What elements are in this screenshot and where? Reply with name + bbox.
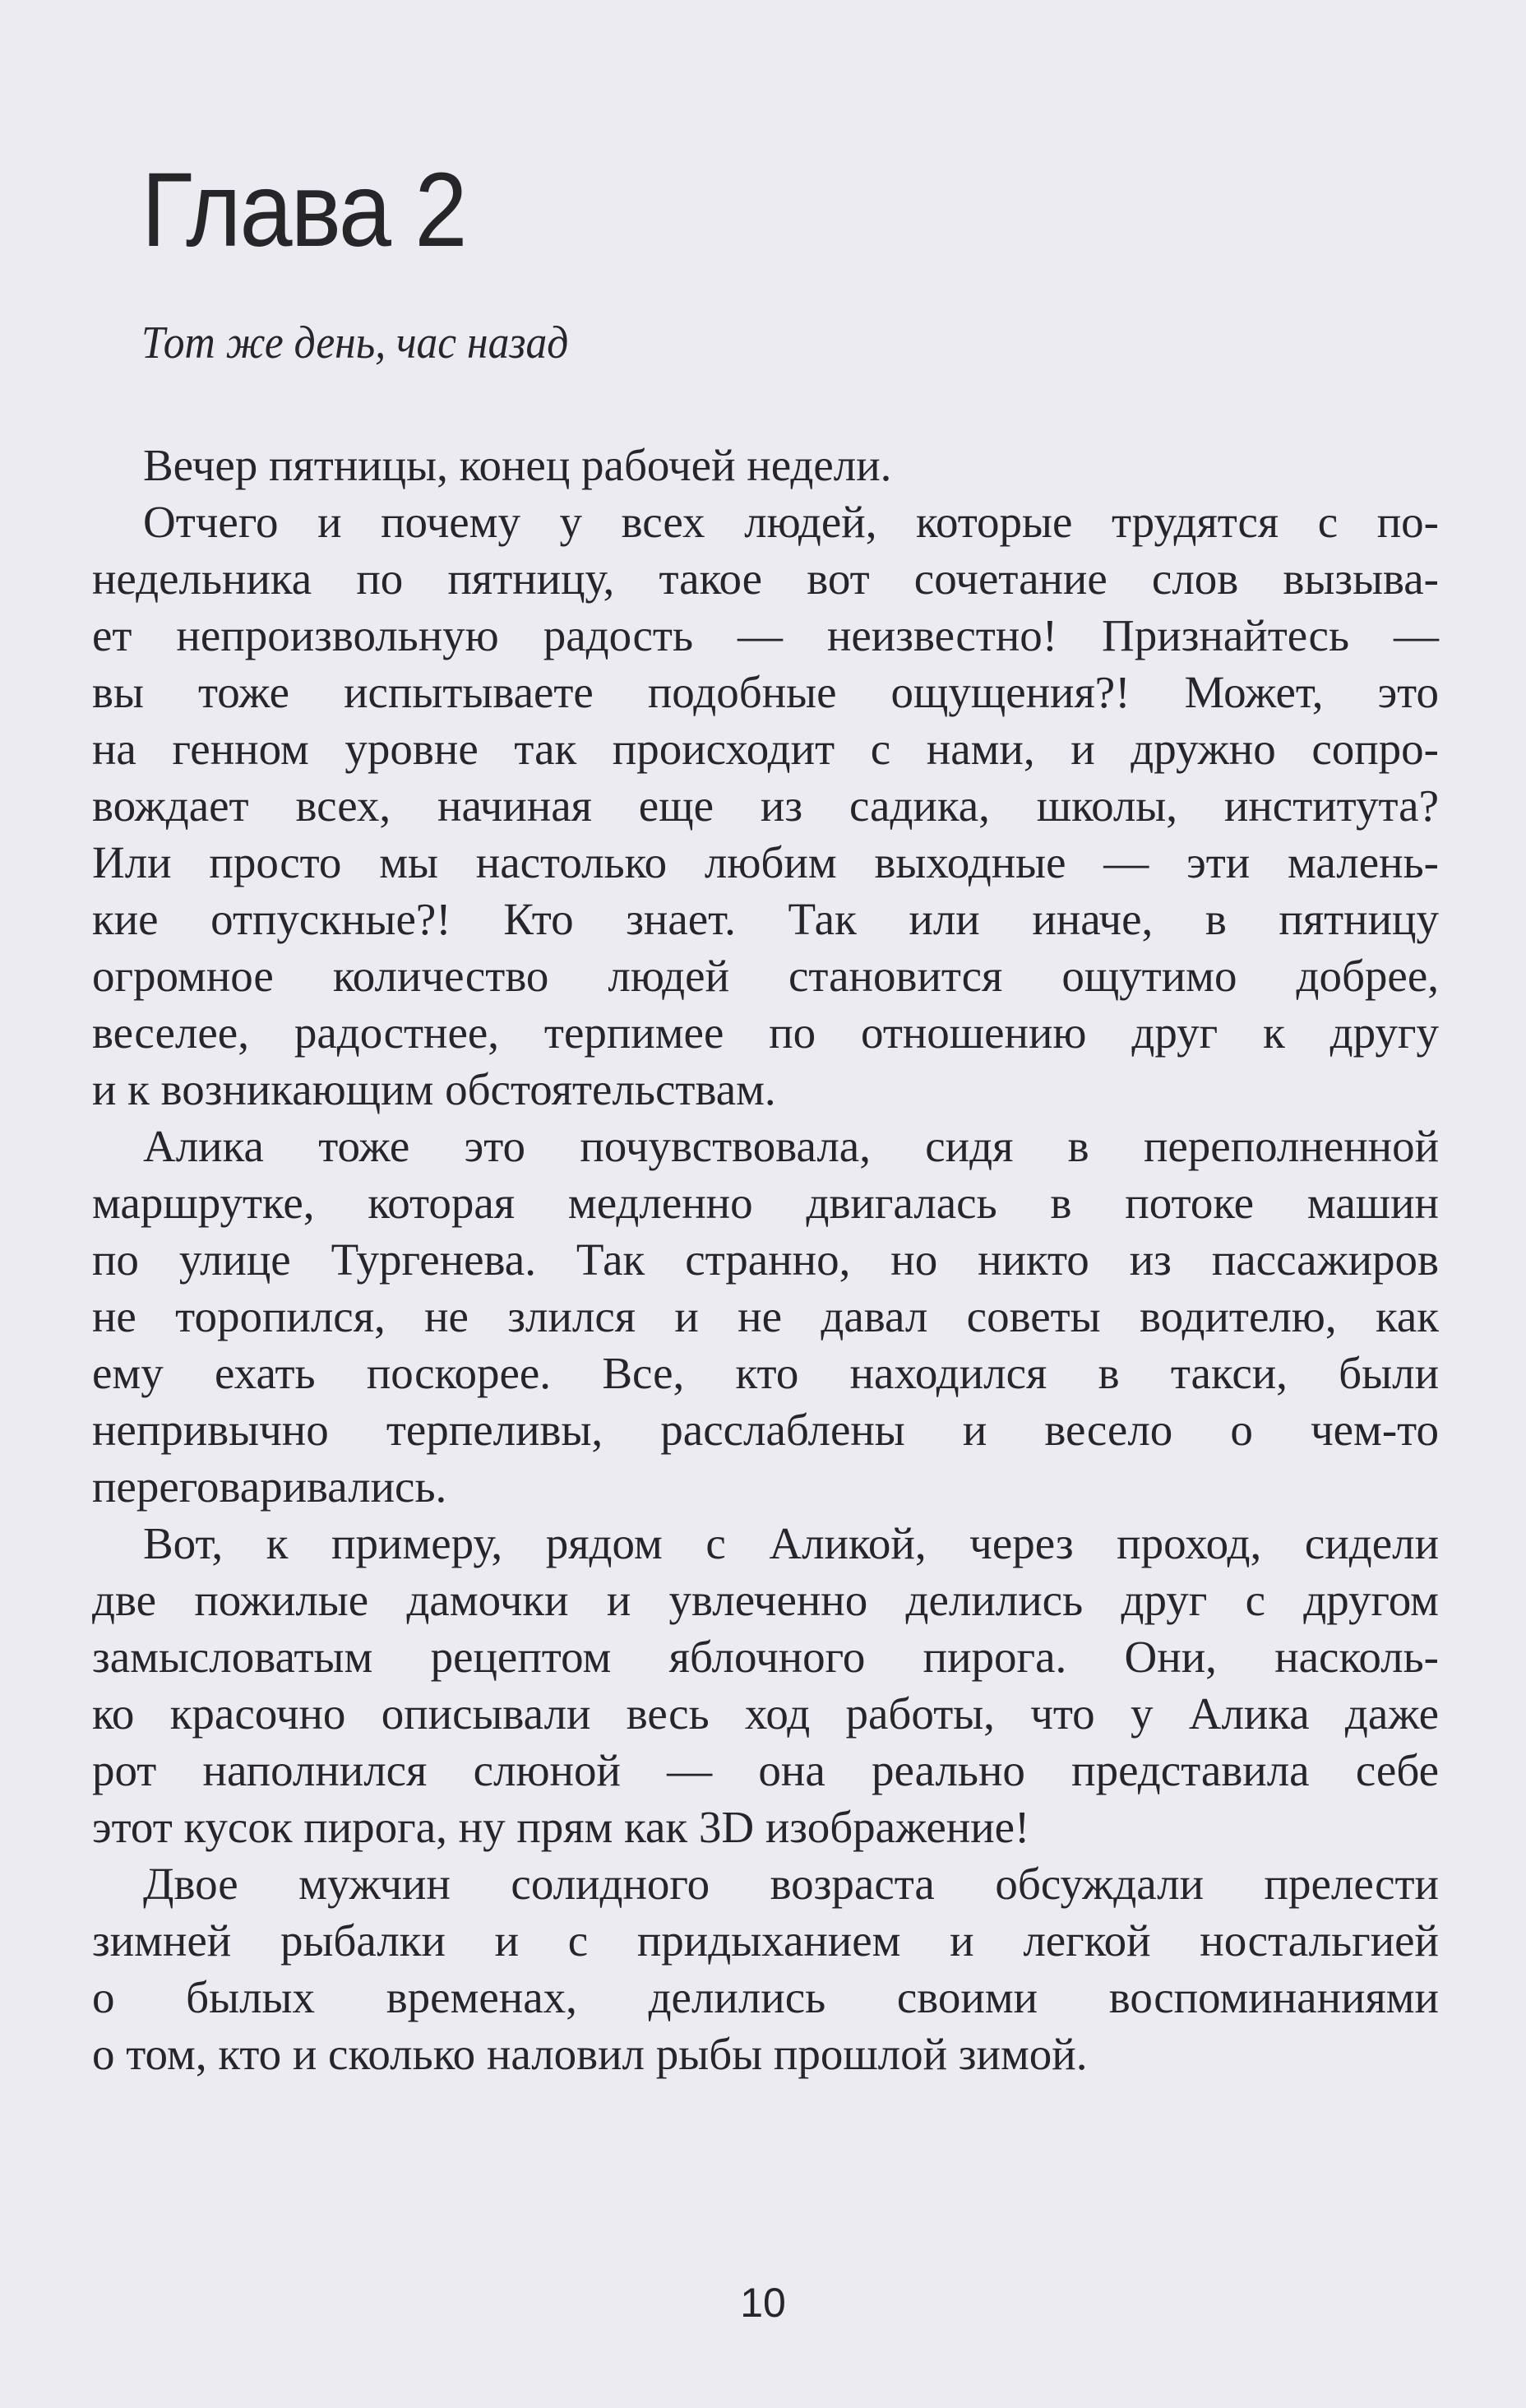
text-line: на генном уровне так происходит с нами, и дружно сопро- <box>92 724 1439 774</box>
text-line: переговаривались. <box>92 1461 447 1512</box>
text-line: ему ехать поскорее. Все, кто находился в такси, были <box>92 1348 1439 1398</box>
paragraph <box>92 1855 1439 2082</box>
text-line: Двое мужчин солидного возраста обсуждали прелести <box>143 1859 1439 1909</box>
body-text <box>92 437 1439 2082</box>
paragraph <box>92 493 1439 1118</box>
text-line: вы тоже испытываете подобные ощущения?! Может, это <box>92 667 1439 717</box>
paragraph <box>92 1515 1439 1855</box>
chapter-title: Глава 2 <box>141 150 466 269</box>
text-line: Вечер пятницы, конец рабочей недели. <box>143 440 892 490</box>
text-line: рот наполнился слюной — она реально представила себе <box>92 1745 1439 1795</box>
text-line: огромное количество людей становится ощутимо добрее, <box>92 951 1439 1001</box>
text-line: о том, кто и сколько наловил рыбы прошлой зимой. <box>92 2029 1088 2079</box>
paragraph <box>92 437 1439 493</box>
text-line: Или просто мы настолько любим выходные — эти малень- <box>92 837 1439 887</box>
text-line: Алика тоже это почувствовала, сидя в переполненной <box>143 1121 1439 1171</box>
text-line: ет непроизвольную радость — неизвестно! Признайтесь — <box>92 610 1439 660</box>
text-line: вождает всех, начиная еще из садика, школы, института? <box>92 780 1439 831</box>
text-line: ко красочно описывали весь ход работы, что у Алика даже <box>92 1688 1439 1739</box>
paragraph <box>92 1118 1439 1515</box>
text-line: по улице Тургенева. Так странно, но никто из пассажиров <box>92 1234 1439 1285</box>
text-line: две пожилые дамочки и увлеченно делились друг с другом <box>92 1575 1439 1625</box>
text-line: замысловатым рецептом яблочного пирога. Они, насколь- <box>92 1632 1439 1682</box>
text-line: кие отпускные?! Кто знает. Так или иначе, в пятницу <box>92 894 1439 944</box>
text-line: непривычно терпеливы, расслаблены и весело о чем-то <box>92 1405 1439 1455</box>
text-line: веселее, радостнее, терпимее по отношению друг к другу <box>92 1007 1439 1058</box>
text-line: не торопился, не злился и не давал советы водителю, как <box>92 1291 1439 1341</box>
text-line: маршрутке, которая медленно двигалась в потоке машин <box>92 1178 1439 1228</box>
text-line: Отчего и почему у всех людей, которые трудятся с по- <box>143 497 1439 547</box>
text-line: недельника по пятницу, такое вот сочетание слов вызыва- <box>92 553 1439 604</box>
text-line: Вот, к примеру, рядом с Аликой, через проход, сидели <box>143 1518 1439 1568</box>
text-line: этот кусок пирога, ну прям как 3D изображение! <box>92 1802 1030 1852</box>
chapter-subtitle: Тот же день, час назад <box>141 317 569 368</box>
text-line: зимней рыбалки и с придыханием и легкой ностальгией <box>92 1915 1439 1966</box>
text-line: и к возникающим обстоятельствам. <box>92 1064 776 1114</box>
page-number: 10 <box>740 2280 786 2326</box>
text-line: о былых временах, делились своими воспоминаниями <box>92 1972 1439 2022</box>
